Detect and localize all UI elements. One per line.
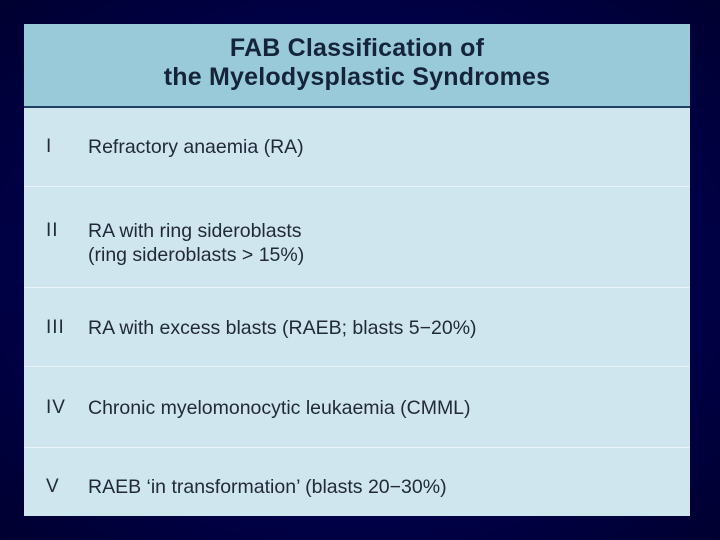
row-text — [88, 316, 477, 340]
row-numeral: I — [46, 136, 53, 157]
row-numeral: IV — [46, 397, 66, 418]
row-numeral: III — [46, 317, 65, 338]
row-text — [88, 475, 447, 499]
classification-row-4 — [24, 367, 690, 448]
classification-panel — [24, 24, 690, 516]
title-line-2: the Myelodysplastic Syndromes — [163, 63, 551, 91]
row-text-line-1: RAEB ‘in transformation’ (blasts 20−30%) — [88, 476, 447, 498]
row-text-line-1: RA with excess blasts (RAEB; blasts 5−20%) — [88, 317, 477, 339]
classification-row-3 — [24, 288, 690, 367]
classification-row-1 — [24, 108, 690, 187]
classification-row-5 — [24, 448, 690, 516]
row-numeral: V — [46, 476, 60, 497]
row-text — [88, 135, 304, 159]
row-numeral: II — [46, 220, 59, 241]
row-text-line-2: (ring sideroblasts > 15%) — [88, 244, 305, 266]
row-text-line-1: RA with ring sideroblasts — [88, 220, 302, 242]
row-text-line-1: Refractory anaemia (RA) — [88, 136, 304, 158]
row-text — [88, 396, 471, 420]
panel-header — [24, 24, 690, 108]
row-text — [88, 219, 304, 267]
page-title — [24, 34, 690, 92]
title-line-1: FAB Classification of — [229, 34, 485, 62]
classification-row-2 — [24, 187, 690, 288]
row-text-line-1: Chronic myelomonocytic leukaemia (CMML) — [88, 397, 471, 419]
